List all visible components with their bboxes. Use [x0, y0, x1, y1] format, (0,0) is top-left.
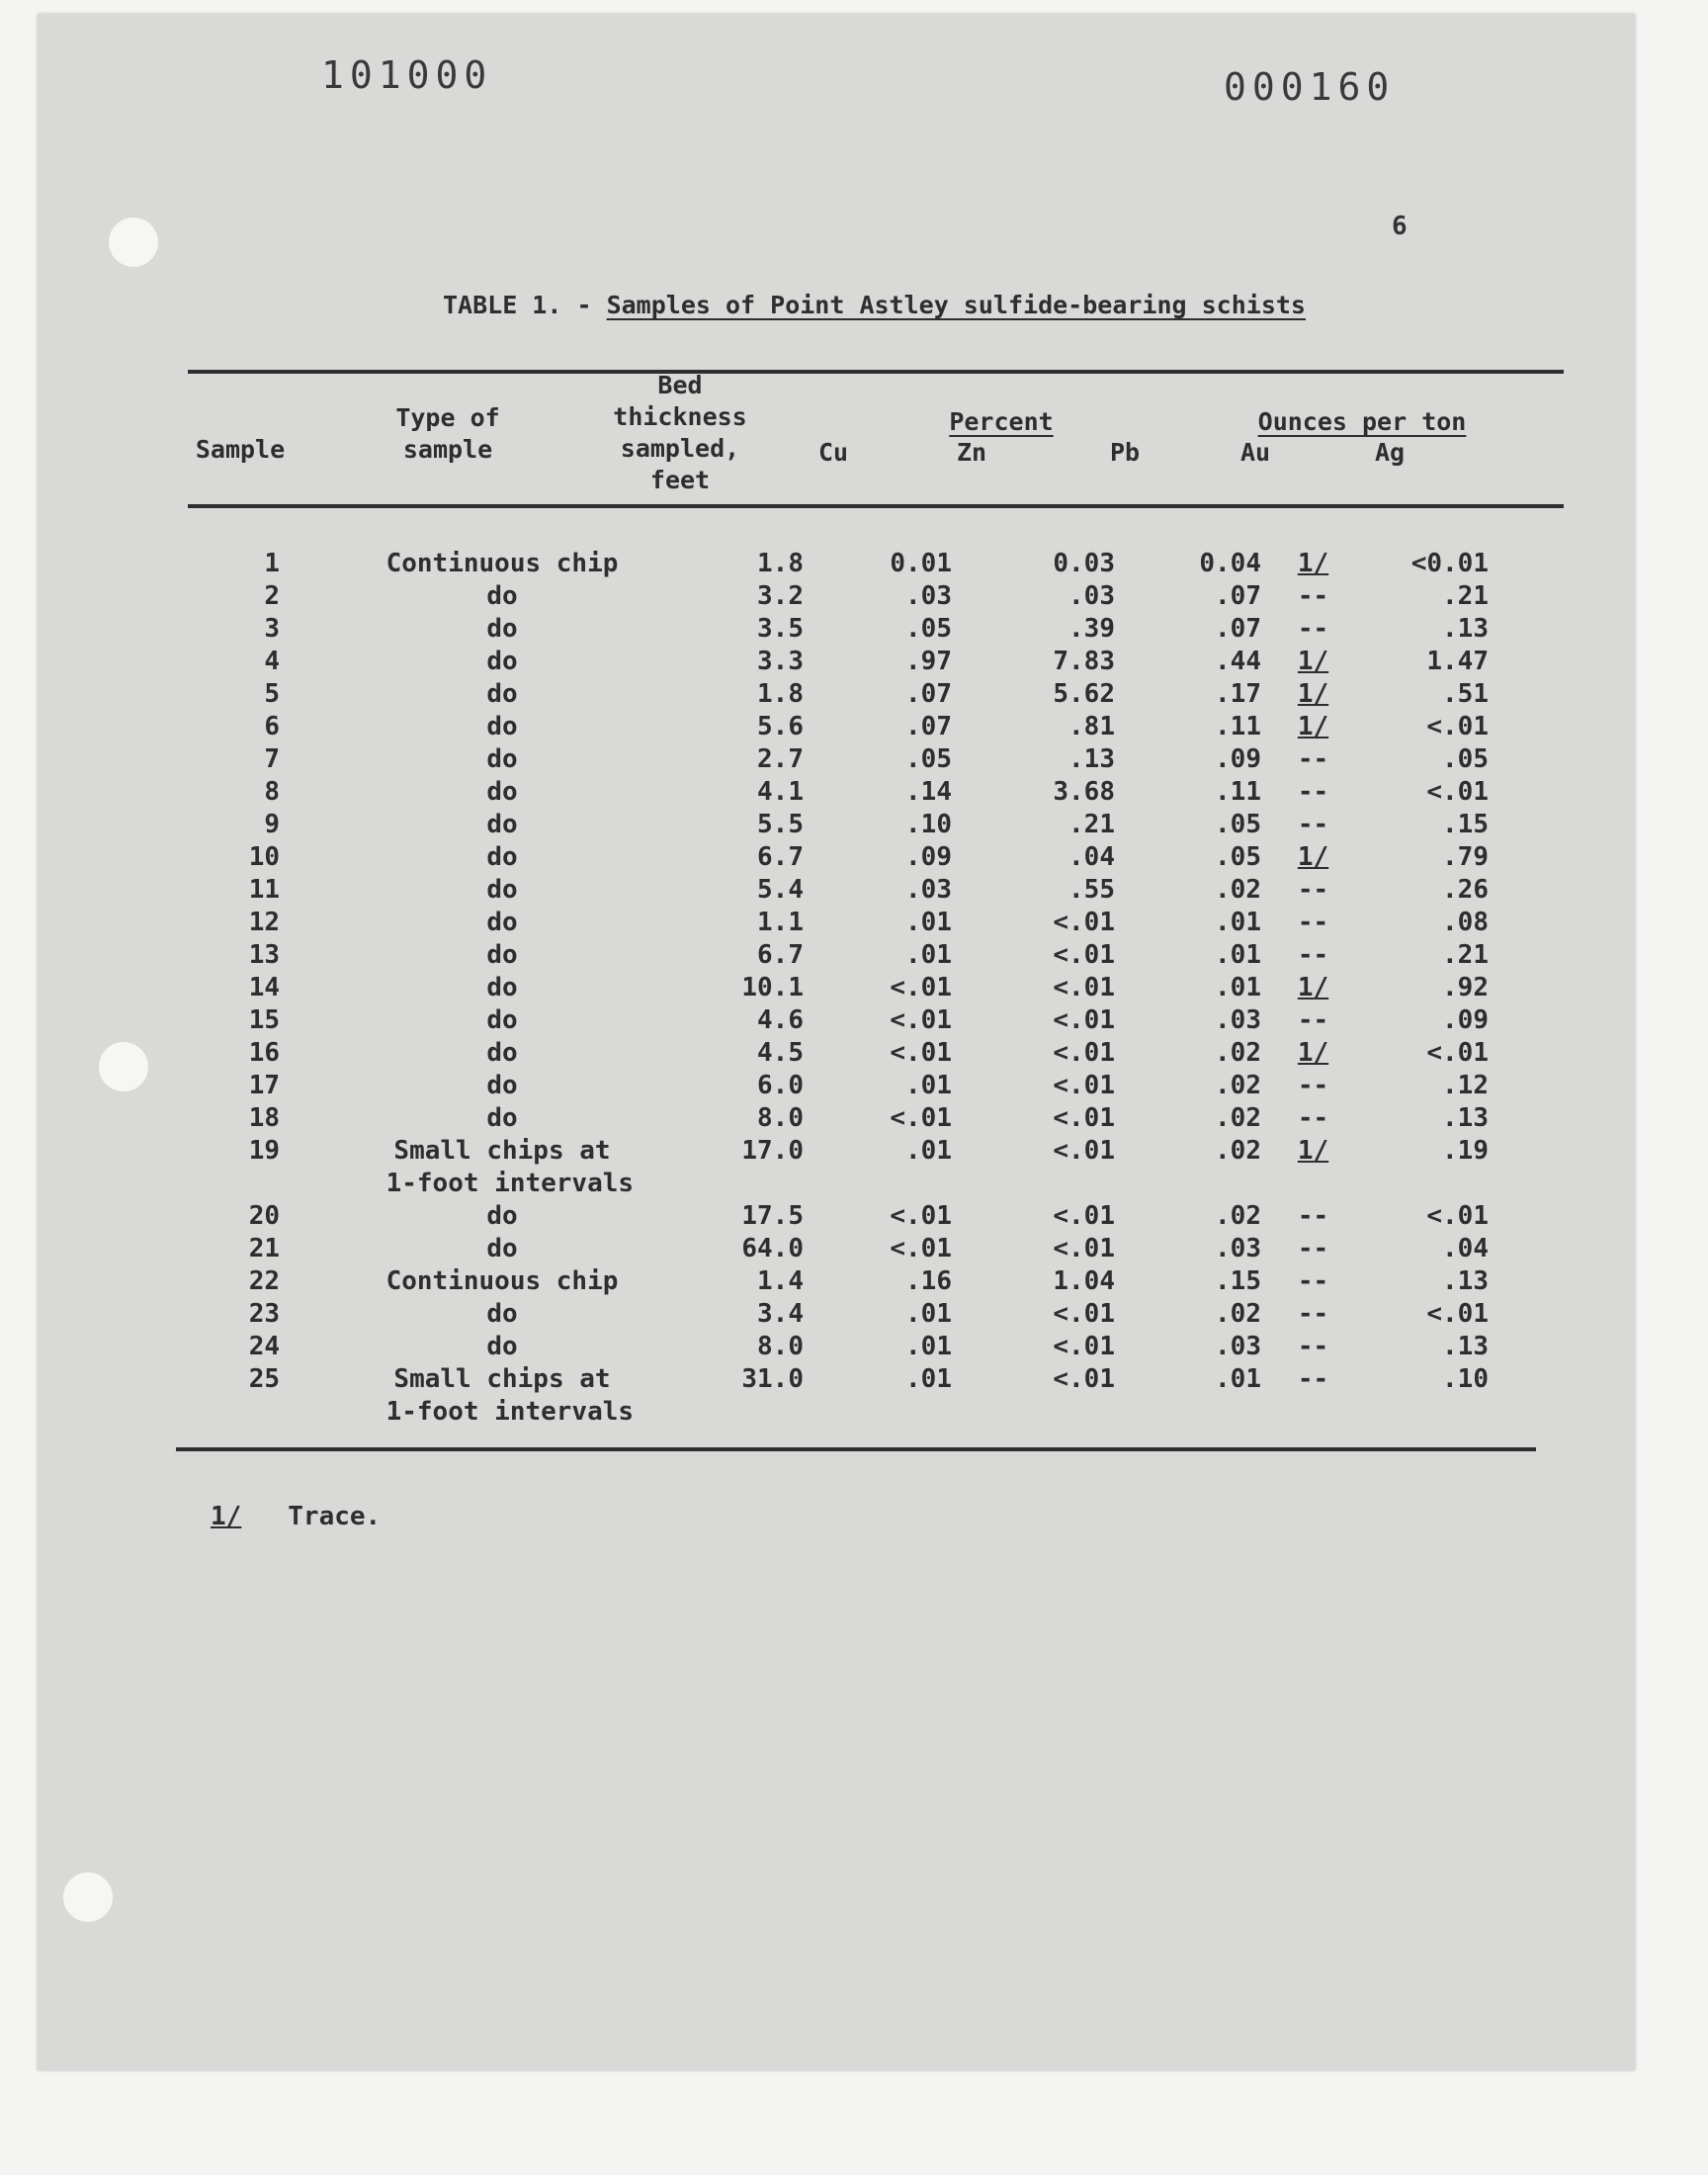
- cell-au: --: [1297, 614, 1329, 644]
- cell-pb: .02: [1215, 1299, 1261, 1329]
- cell-cu: .01: [905, 1136, 952, 1166]
- table-row: [38, 1102, 1489, 1135]
- cell-type: do: [486, 1332, 518, 1361]
- cell-type: Small chips at 1-foot intervals: [385, 1136, 635, 1198]
- cell-au: --: [1297, 1071, 1329, 1100]
- cell-au: --: [1297, 777, 1329, 807]
- cell-au: 1/: [1297, 973, 1329, 1002]
- cell-sample: 20: [248, 1201, 280, 1231]
- cell-zn: 7.83: [1053, 647, 1115, 676]
- cell-bed: 5.6: [757, 712, 804, 741]
- cell-ag: .13: [1442, 1103, 1489, 1133]
- cell-cu: <.01: [890, 1038, 952, 1068]
- cell-cu: .01: [905, 908, 952, 937]
- cell-pb: .02: [1215, 1136, 1261, 1166]
- cell-zn: .39: [1068, 614, 1115, 644]
- cell-au: --: [1297, 744, 1329, 774]
- cell-cu: <.01: [890, 1234, 952, 1263]
- cell-sample: 1: [264, 549, 280, 578]
- cell-sample: 5: [264, 679, 280, 709]
- cell-au: --: [1297, 1299, 1329, 1329]
- cell-sample: 19: [248, 1136, 280, 1166]
- table-row: [38, 548, 1489, 580]
- cell-ag: .13: [1442, 1332, 1489, 1361]
- table-row: [38, 1037, 1489, 1070]
- table-row: [38, 776, 1489, 809]
- cell-sample: 4: [264, 647, 280, 676]
- cell-au: 1/: [1297, 842, 1329, 872]
- cell-zn: 5.62: [1053, 679, 1115, 709]
- cell-type: do: [486, 647, 518, 676]
- cell-au: 1/: [1297, 1136, 1329, 1166]
- cell-cu: <.01: [890, 1005, 952, 1035]
- table-row: [38, 1363, 1489, 1429]
- table-row: [38, 580, 1489, 613]
- cell-pb: .07: [1215, 581, 1261, 611]
- cell-pb: .07: [1215, 614, 1261, 644]
- cell-zn: <.01: [1053, 973, 1115, 1002]
- cell-ag: .13: [1442, 614, 1489, 644]
- cell-cu: .01: [905, 1364, 952, 1394]
- cell-ag: .19: [1442, 1136, 1489, 1166]
- cell-pb: .05: [1215, 842, 1261, 872]
- samples-table: [38, 548, 1489, 1429]
- cell-ag: <.01: [1426, 1299, 1489, 1329]
- table-row: [38, 711, 1489, 743]
- cell-zn: <.01: [1053, 1103, 1115, 1133]
- cell-bed: 1.1: [757, 908, 804, 937]
- cell-sample: 24: [248, 1332, 280, 1361]
- cell-au: --: [1297, 810, 1329, 839]
- cell-au: --: [1297, 908, 1329, 937]
- cell-type: do: [486, 712, 518, 741]
- punch-hole-top: [109, 218, 158, 267]
- table-row: [38, 678, 1489, 711]
- cell-zn: <.01: [1053, 908, 1115, 937]
- cell-pb: .01: [1215, 908, 1261, 937]
- cell-bed: 3.5: [757, 614, 804, 644]
- cell-zn: <.01: [1053, 1332, 1115, 1361]
- table-title: [443, 291, 1306, 319]
- cell-type: do: [486, 581, 518, 611]
- cell-cu: .01: [905, 1332, 952, 1361]
- header-au: Au: [1239, 438, 1271, 467]
- cell-ag: .21: [1442, 940, 1489, 970]
- cell-bed: 3.4: [757, 1299, 804, 1329]
- cell-cu: 0.01: [890, 549, 952, 578]
- cell-ag: .21: [1442, 581, 1489, 611]
- cell-type: do: [486, 973, 518, 1002]
- cell-pb: .05: [1215, 810, 1261, 839]
- cell-au: --: [1297, 581, 1329, 611]
- table-row: [38, 613, 1489, 646]
- cell-ag: <.01: [1426, 1038, 1489, 1068]
- header-bed: Bed thickness sampled, feet: [613, 371, 747, 494]
- cell-pb: .02: [1215, 1201, 1261, 1231]
- cell-au: --: [1297, 1103, 1329, 1133]
- cell-ag: .26: [1442, 875, 1489, 905]
- cell-zn: .04: [1068, 842, 1115, 872]
- cell-bed: 8.0: [757, 1332, 804, 1361]
- cell-au: --: [1297, 875, 1329, 905]
- cell-zn: 3.68: [1053, 777, 1115, 807]
- cell-cu: .05: [905, 744, 952, 774]
- table-row: [38, 907, 1489, 939]
- cell-ag: <.01: [1426, 777, 1489, 807]
- cell-cu: .07: [905, 679, 952, 709]
- cell-au: --: [1297, 1266, 1329, 1296]
- header-type: Type of sample: [395, 403, 500, 464]
- cell-zn: .81: [1068, 712, 1115, 741]
- cell-ag: .05: [1442, 744, 1489, 774]
- cell-bed: 5.4: [757, 875, 804, 905]
- cell-type: do: [486, 1103, 518, 1133]
- cell-zn: <.01: [1053, 1071, 1115, 1100]
- cell-sample: 6: [264, 712, 280, 741]
- cell-au: --: [1297, 1201, 1329, 1231]
- cell-sample: 13: [248, 940, 280, 970]
- cell-sample: 3: [264, 614, 280, 644]
- cell-sample: 17: [248, 1071, 280, 1100]
- cell-pb: .44: [1215, 647, 1261, 676]
- cell-bed: 1.8: [757, 679, 804, 709]
- cell-cu: .07: [905, 712, 952, 741]
- cell-au: 1/: [1297, 679, 1329, 709]
- cell-sample: 8: [264, 777, 280, 807]
- header-ag: Ag: [1374, 438, 1406, 467]
- cell-pb: .02: [1215, 875, 1261, 905]
- cell-ag: .13: [1442, 1266, 1489, 1296]
- table-row: [38, 1331, 1489, 1363]
- cell-pb: .03: [1215, 1234, 1261, 1263]
- cell-pb: .02: [1215, 1038, 1261, 1068]
- cell-ag: <0.01: [1410, 549, 1489, 578]
- cell-cu: .01: [905, 940, 952, 970]
- cell-au: 1/: [1297, 549, 1329, 578]
- page-number: 6: [1392, 212, 1408, 241]
- cell-ag: .12: [1442, 1071, 1489, 1100]
- header-pb: Pb: [1109, 438, 1141, 467]
- cell-ag: <.01: [1426, 1201, 1489, 1231]
- cell-au: 1/: [1297, 712, 1329, 741]
- cell-cu: .03: [905, 581, 952, 611]
- cell-pb: .11: [1215, 712, 1261, 741]
- cell-type: do: [486, 1234, 518, 1263]
- cell-zn: 1.04: [1053, 1266, 1115, 1296]
- cell-bed: 17.5: [741, 1201, 804, 1231]
- cell-type: do: [486, 875, 518, 905]
- cell-type: Continuous chip: [385, 1266, 619, 1296]
- cell-type: do: [486, 614, 518, 644]
- table-bottom-rule: [176, 1447, 1536, 1451]
- cell-type: do: [486, 777, 518, 807]
- cell-au: --: [1297, 1332, 1329, 1361]
- cell-bed: 64.0: [741, 1234, 804, 1263]
- cell-ag: .51: [1442, 679, 1489, 709]
- stamp-right: 000160: [1224, 65, 1396, 109]
- cell-type: do: [486, 744, 518, 774]
- table-row: [38, 874, 1489, 907]
- cell-type: Small chips at 1-foot intervals: [385, 1364, 635, 1427]
- cell-bed: 4.1: [757, 777, 804, 807]
- cell-ag: .09: [1442, 1005, 1489, 1035]
- cell-bed: 8.0: [757, 1103, 804, 1133]
- footnote-mark: 1/: [211, 1502, 242, 1531]
- cell-bed: 3.2: [757, 581, 804, 611]
- cell-pb: .02: [1215, 1103, 1261, 1133]
- punch-hole-bottom: [63, 1872, 113, 1922]
- cell-zn: .55: [1068, 875, 1115, 905]
- cell-pb: .02: [1215, 1071, 1261, 1100]
- cell-zn: <.01: [1053, 1201, 1115, 1231]
- cell-zn: .21: [1068, 810, 1115, 839]
- cell-pb: .17: [1215, 679, 1261, 709]
- header-zn: Zn: [956, 438, 987, 467]
- table-row: [38, 1233, 1489, 1265]
- cell-ag: 1.47: [1426, 647, 1489, 676]
- table-row: [38, 743, 1489, 776]
- cell-zn: 0.03: [1053, 549, 1115, 578]
- cell-zn: <.01: [1053, 1364, 1115, 1394]
- cell-cu: .10: [905, 810, 952, 839]
- cell-type: Continuous chip: [385, 549, 619, 578]
- table-row: [38, 972, 1489, 1004]
- cell-sample: 2: [264, 581, 280, 611]
- header-cu: Cu: [817, 438, 849, 467]
- cell-bed: 10.1: [741, 973, 804, 1002]
- cell-type: do: [486, 679, 518, 709]
- table-row: [38, 1200, 1489, 1233]
- cell-sample: 12: [248, 908, 280, 937]
- cell-type: do: [486, 908, 518, 937]
- cell-sample: 22: [248, 1266, 280, 1296]
- cell-sample: 11: [248, 875, 280, 905]
- cell-cu: <.01: [890, 973, 952, 1002]
- header-percent: Percent: [949, 407, 1054, 436]
- cell-type: do: [486, 1299, 518, 1329]
- cell-zn: <.01: [1053, 940, 1115, 970]
- cell-type: do: [486, 842, 518, 872]
- cell-sample: 14: [248, 973, 280, 1002]
- cell-cu: .01: [905, 1071, 952, 1100]
- cell-zn: <.01: [1053, 1136, 1115, 1166]
- table-title-text: Samples of Point Astley sulfide-bearing schists: [606, 291, 1306, 319]
- cell-bed: 4.5: [757, 1038, 804, 1068]
- cell-cu: .97: [905, 647, 952, 676]
- cell-au: 1/: [1297, 1038, 1329, 1068]
- cell-au: --: [1297, 1364, 1329, 1394]
- cell-zn: .03: [1068, 581, 1115, 611]
- cell-bed: 4.6: [757, 1005, 804, 1035]
- cell-pb: 0.04: [1199, 549, 1261, 578]
- cell-pb: .03: [1215, 1332, 1261, 1361]
- cell-type: do: [486, 1005, 518, 1035]
- header-ounces: Ounces per ton: [1257, 407, 1467, 436]
- header-bottom-rule: [188, 504, 1564, 508]
- cell-zn: <.01: [1053, 1038, 1115, 1068]
- cell-cu: .16: [905, 1266, 952, 1296]
- cell-sample: 18: [248, 1103, 280, 1133]
- table-row: [38, 939, 1489, 972]
- cell-zn: <.01: [1053, 1005, 1115, 1035]
- cell-bed: 5.5: [757, 810, 804, 839]
- footnote: [211, 1502, 381, 1531]
- cell-type: do: [486, 940, 518, 970]
- cell-type: do: [486, 1038, 518, 1068]
- cell-sample: 21: [248, 1234, 280, 1263]
- cell-bed: 1.8: [757, 549, 804, 578]
- cell-type: do: [486, 1201, 518, 1231]
- cell-pb: .11: [1215, 777, 1261, 807]
- cell-bed: 2.7: [757, 744, 804, 774]
- cell-cu: .14: [905, 777, 952, 807]
- table-row: [38, 1070, 1489, 1102]
- cell-ag: .79: [1442, 842, 1489, 872]
- cell-pb: .01: [1215, 940, 1261, 970]
- table-row: [38, 1004, 1489, 1037]
- footnote-text: Trace.: [288, 1502, 382, 1531]
- cell-bed: 31.0: [741, 1364, 804, 1394]
- cell-cu: .09: [905, 842, 952, 872]
- cell-type: do: [486, 810, 518, 839]
- table-row: [38, 1135, 1489, 1200]
- cell-cu: <.01: [890, 1103, 952, 1133]
- cell-ag: .92: [1442, 973, 1489, 1002]
- cell-ag: .15: [1442, 810, 1489, 839]
- cell-sample: 10: [248, 842, 280, 872]
- cell-pb: .03: [1215, 1005, 1261, 1035]
- cell-zn: <.01: [1053, 1234, 1115, 1263]
- cell-bed: 6.7: [757, 842, 804, 872]
- cell-bed: 6.7: [757, 940, 804, 970]
- cell-bed: 6.0: [757, 1071, 804, 1100]
- cell-sample: 7: [264, 744, 280, 774]
- table-top-rule: [188, 370, 1564, 374]
- cell-pb: .09: [1215, 744, 1261, 774]
- cell-bed: 1.4: [757, 1266, 804, 1296]
- cell-sample: 25: [248, 1364, 280, 1394]
- cell-zn: <.01: [1053, 1299, 1115, 1329]
- cell-ag: .04: [1442, 1234, 1489, 1263]
- cell-ag: .10: [1442, 1364, 1489, 1394]
- cell-au: --: [1297, 940, 1329, 970]
- header-sample: Sample: [195, 435, 286, 464]
- cell-cu: .01: [905, 1299, 952, 1329]
- cell-sample: 9: [264, 810, 280, 839]
- cell-cu: <.01: [890, 1201, 952, 1231]
- table-row: [38, 841, 1489, 874]
- cell-ag: .08: [1442, 908, 1489, 937]
- cell-sample: 15: [248, 1005, 280, 1035]
- cell-ag: <.01: [1426, 712, 1489, 741]
- cell-pb: .01: [1215, 973, 1261, 1002]
- samples-table-body: [38, 548, 1489, 1429]
- cell-au: 1/: [1297, 647, 1329, 676]
- cell-pb: .15: [1215, 1266, 1261, 1296]
- stamp-left: 101000: [321, 53, 493, 97]
- cell-sample: 23: [248, 1299, 280, 1329]
- cell-type: do: [486, 1071, 518, 1100]
- table-title-prefix: TABLE 1. -: [443, 291, 607, 319]
- cell-bed: 3.3: [757, 647, 804, 676]
- cell-cu: .05: [905, 614, 952, 644]
- cell-au: --: [1297, 1005, 1329, 1035]
- cell-sample: 16: [248, 1038, 280, 1068]
- cell-au: --: [1297, 1234, 1329, 1263]
- document-page: [38, 14, 1635, 2070]
- table-row: [38, 1298, 1489, 1331]
- table-row: [38, 809, 1489, 841]
- table-row: [38, 1265, 1489, 1298]
- cell-pb: .01: [1215, 1364, 1261, 1394]
- cell-zn: .13: [1068, 744, 1115, 774]
- cell-bed: 17.0: [741, 1136, 804, 1166]
- table-row: [38, 646, 1489, 678]
- cell-cu: .03: [905, 875, 952, 905]
